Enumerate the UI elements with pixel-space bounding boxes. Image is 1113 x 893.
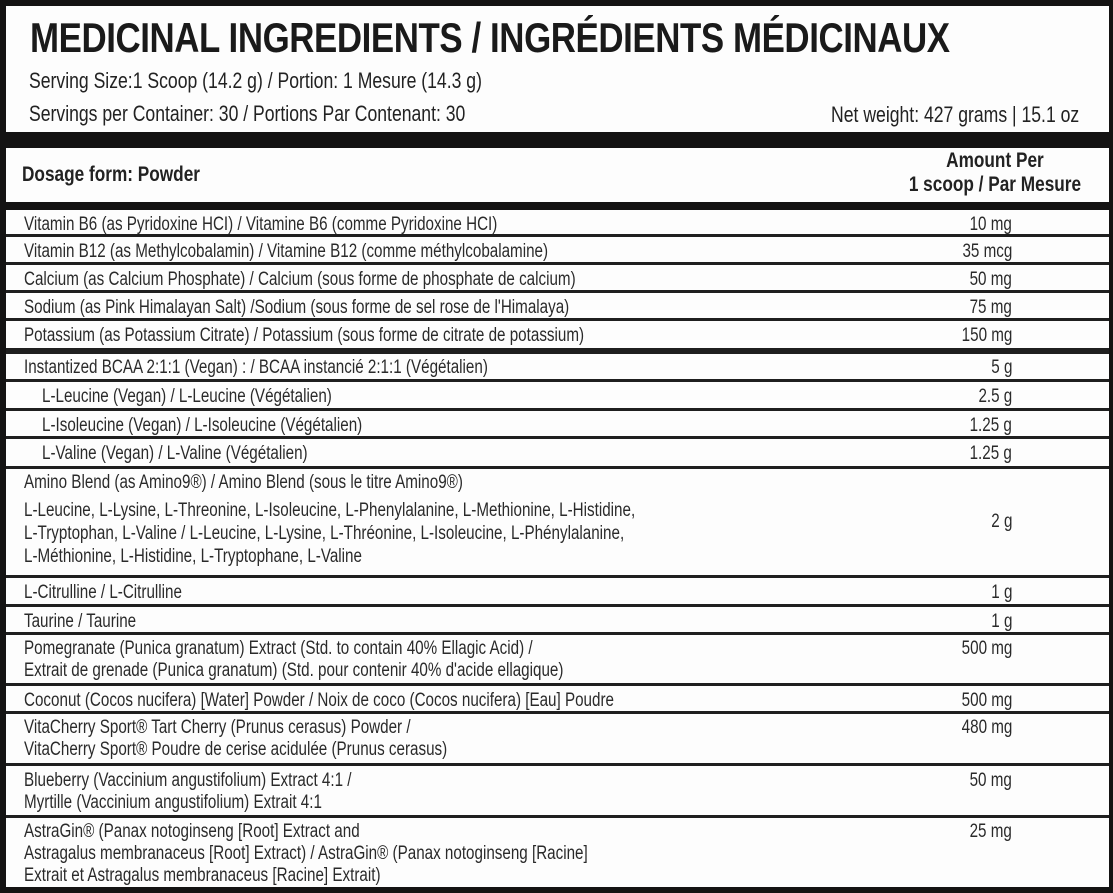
ingredient-amount: 5 g	[990, 357, 1012, 378]
servings-per-container: Servings per Container: 30 / Portions Par Contenant: 30	[29, 101, 466, 126]
ingredient-subline: Myrtille (Vaccinium angustifolium) Extrait 4:1	[24, 792, 322, 813]
ingredient-name: L-Citrulline / L-Citrulline	[24, 582, 182, 603]
ingredient-amount: 500 mg	[961, 690, 1012, 711]
serving-size: Serving Size:1 Scoop (14.2 g) / Portion: 1 Mesure (14.3 g)	[29, 68, 482, 93]
column-header	[6, 148, 1109, 202]
ingredient-name: L-Valine (Vegan) / L-Valine (Végétalien)	[42, 443, 308, 464]
ingredient-amount: 50 mg	[969, 269, 1012, 290]
ingredient-amount: 75 mg	[969, 297, 1012, 318]
ingredient-subline: Extrait de grenade (Punica granatum) (Std. pour contenir 40% d'acide ellagique)	[24, 660, 564, 681]
ingredient-amount: 2 g	[990, 511, 1012, 532]
table-row	[6, 607, 1109, 635]
ingredient-amount: 1.25 g	[969, 443, 1012, 464]
ingredient-name: VitaCherry Sport® Tart Cherry (Prunus cerasus) Powder /	[24, 717, 411, 738]
table-row	[6, 686, 1109, 714]
table-row	[6, 469, 1109, 578]
net-weight: Net weight: 427 grams | 15.1 oz	[830, 102, 1079, 127]
ingredient-name: Sodium (as Pink Himalayan Salt) /Sodium (sous forme de sel rose de l'Himalaya)	[24, 297, 570, 318]
ingredient-name: Instantized BCAA 2:1:1 (Vegan) : / BCAA instancié 2:1:1 (Végétalien)	[24, 357, 488, 378]
amount-heading-line1: Amount Per	[946, 149, 1044, 172]
ingredient-name: Taurine / Taurine	[24, 611, 137, 632]
table-row	[6, 382, 1109, 411]
ingredient-name: L-Leucine (Vegan) / L-Leucine (Végétalien)	[42, 386, 332, 407]
ingredient-name: Pomegranate (Punica granatum) Extract (Std. to contain 40% Ellagic Acid) /	[24, 638, 533, 659]
ingredient-amount: 150 mg	[961, 325, 1012, 346]
table-row	[6, 210, 1109, 237]
ingredient-amount: 2.5 g	[978, 386, 1012, 407]
ingredient-subline: L-Méthionine, L-Histidine, L-Tryptophane, L-Valine	[24, 546, 362, 567]
ingredient-amount: 1 g	[990, 582, 1012, 603]
ingredient-amount: 500 mg	[961, 638, 1012, 659]
ingredient-subline: Astragalus membranaceus [Root] Extract) / AstraGin® (Panax notoginseng [Racine]	[24, 843, 588, 864]
ingredient-name: L-Isoleucine (Vegan) / L-Isoleucine (Végétalien)	[42, 415, 363, 436]
ingredient-name: Vitamin B12 (as Methylcobalamin) / Vitamine B12 (comme méthylcobalamine)	[24, 241, 549, 262]
amount-heading	[909, 149, 1081, 197]
ingredient-name: Vitamin B6 (as Pyridoxine HCI) / Vitamine B6 (comme Pyridoxine HCI)	[24, 214, 498, 235]
table-row	[6, 818, 1109, 887]
ingredient-subline: VitaCherry Sport® Poudre de cerise acidulée (Prunus cerasus)	[24, 739, 448, 760]
ingredient-subline: Extrait et Astragalus membranaceus [Racine] Extrait)	[24, 865, 381, 886]
ingredient-amount: 10 mg	[969, 214, 1012, 235]
ingredient-subline: L-Leucine, L-Lysine, L-Threonine, L-Isoleucine, L-Phenylalanine, L-Methionine, L-Histidine,	[24, 500, 636, 521]
page-title: MEDICINAL INGREDIENTS / INGRÉDIENTS MÉDICINAUX	[30, 14, 950, 61]
ingredient-amount: 35 mcg	[962, 241, 1012, 262]
ingredients-table	[6, 210, 1109, 887]
ingredient-name: Amino Blend (as Amino9®) / Amino Blend (sous le titre Amino9®)	[24, 472, 463, 493]
table-row	[6, 766, 1109, 818]
table-row	[6, 321, 1109, 354]
table-row	[6, 265, 1109, 293]
ingredient-amount: 1 g	[990, 611, 1012, 632]
table-row	[6, 635, 1109, 686]
table-row	[6, 439, 1109, 469]
table-row	[6, 714, 1109, 766]
ingredient-name: Blueberry (Vaccinium angustifolium) Extract 4:1 /	[24, 770, 352, 791]
ingredient-name: AstraGin® (Panax notoginseng [Root] Extract and	[24, 821, 360, 842]
ingredient-subline: L-Tryptophan, L-Valine / L-Leucine, L-Lysine, L-Thréonine, L-Isoleucine, L-Phénylalanine,	[24, 523, 625, 544]
table-row	[6, 578, 1109, 607]
ingredient-amount: 25 mg	[969, 821, 1012, 842]
ingredient-amount: 1.25 g	[969, 415, 1012, 436]
table-row	[6, 354, 1109, 382]
ingredient-name: Calcium (as Calcium Phosphate) / Calcium (sous forme de phosphate de calcium)	[24, 269, 576, 290]
table-row	[6, 293, 1109, 321]
dosage-form-heading: Dosage form: Powder	[22, 163, 200, 186]
label-header	[6, 6, 1109, 132]
ingredient-amount: 480 mg	[961, 717, 1012, 738]
table-row	[6, 411, 1109, 439]
amount-heading-line2: 1 scoop / Par Mesure	[908, 173, 1081, 196]
table-row	[6, 237, 1109, 265]
ingredient-name: Potassium (as Potassium Citrate) / Potassium (sous forme de citrate de potassium)	[24, 325, 585, 346]
ingredient-name: Coconut (Cocos nucifera) [Water] Powder / Noix de coco (Cocos nucifera) [Eau] Poudre	[24, 690, 614, 711]
ingredient-amount: 50 mg	[969, 770, 1012, 791]
